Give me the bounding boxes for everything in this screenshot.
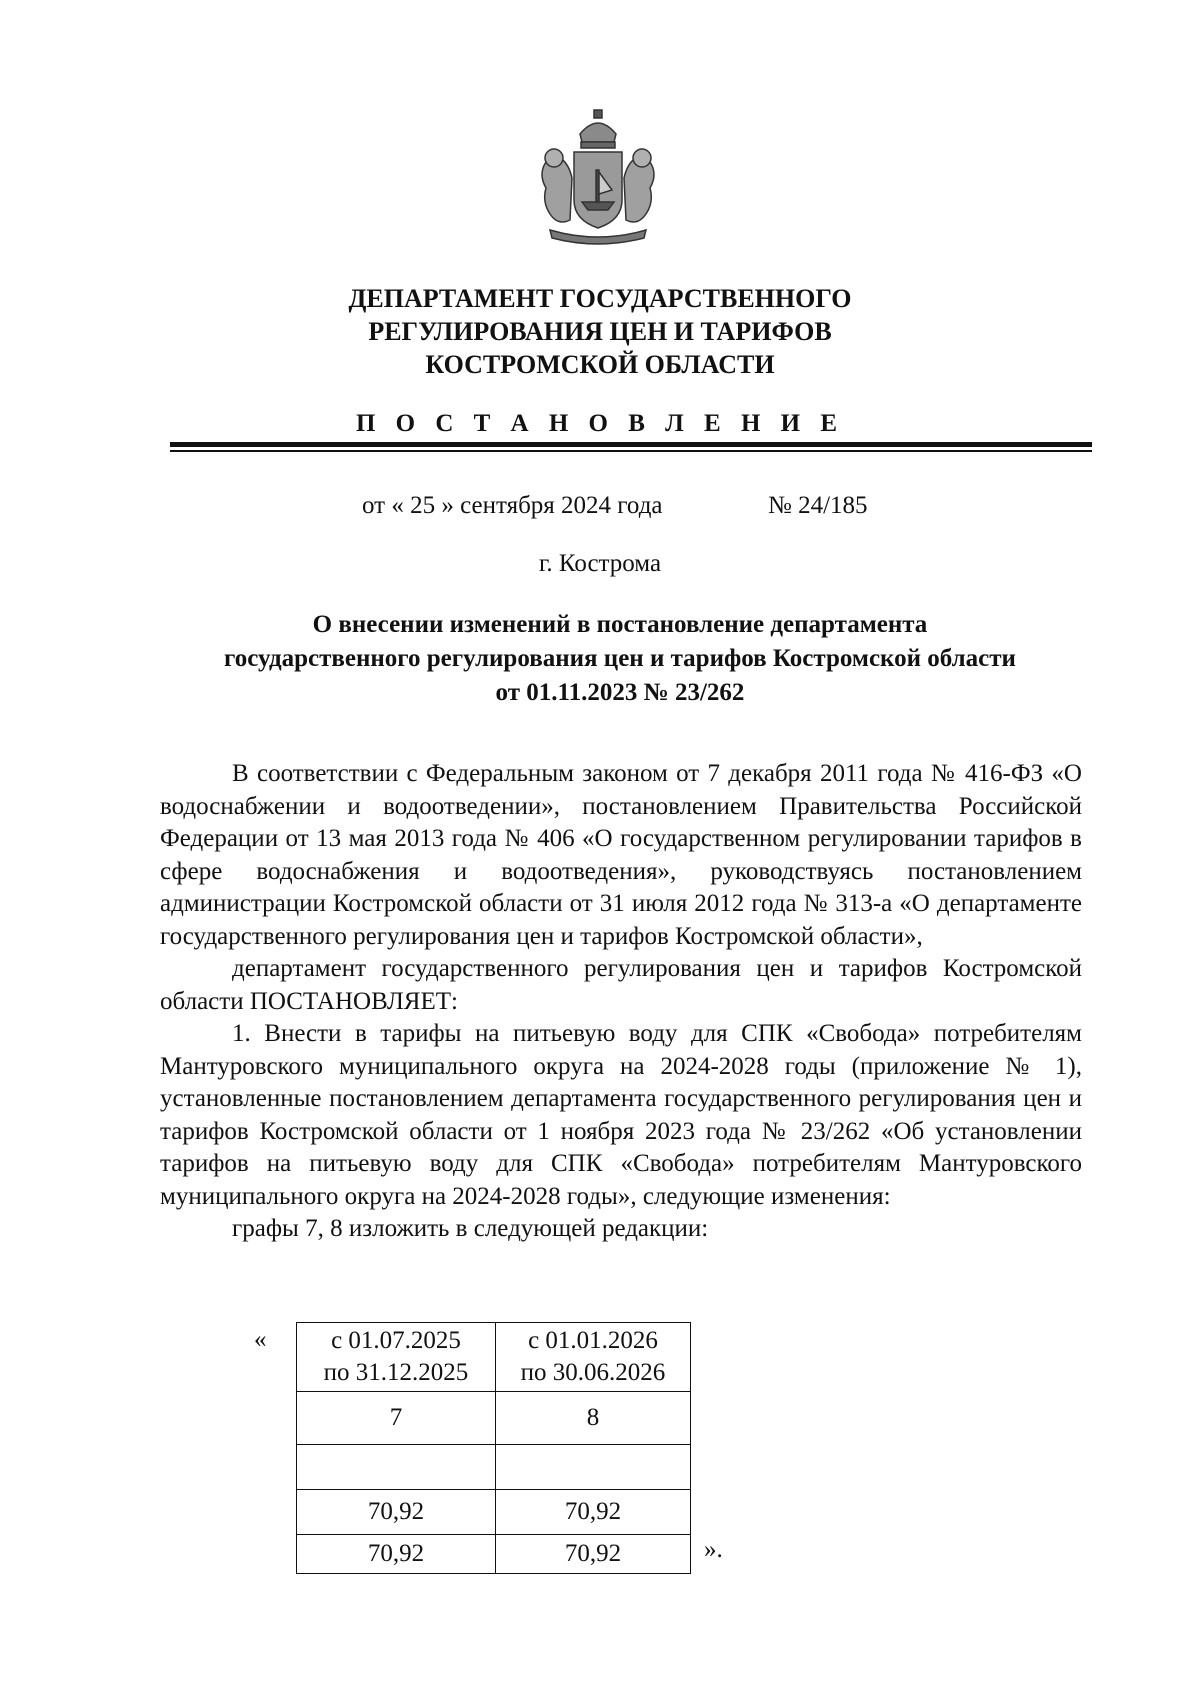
body-paragraph-columns-note: графы 7, 8 изложить в следующей редакции: xyxy=(232,1215,709,1242)
header-divider-thick xyxy=(170,442,1092,447)
col-7-header-line-2: по 31.12.2025 xyxy=(323,1359,469,1386)
table-cell: 70,92 xyxy=(496,1490,691,1535)
title-line-2: государственного регулирования цен и тарифов Костромской области xyxy=(224,645,1016,672)
document-title xyxy=(160,608,1080,710)
title-line-1: О внесении изменений в постановление департамента xyxy=(312,611,928,638)
title-line-3: от 01.11.2023 № 23/262 xyxy=(495,679,745,706)
col-8-header-line-1: с 01.01.2026 xyxy=(528,1327,658,1354)
column-number-8: 8 xyxy=(496,1392,691,1445)
body-paragraph-legal-basis: В соответствии с Федеральным законом от 7 декабря 2011 года № 416-ФЗ «О водоснабжении и водоотведении», постановлением Правительства Российской Федерации от 13 мая 2013 года № 406 «О государственном регулировании тарифов в сфере водоснабжения и водоотведения», руководствуясь постановлением администрации Костромской области от 31 июля 2012 года № 313-а «О департаменте государственного регулирования цен и тарифов Костромской области», xyxy=(160,760,1082,950)
header-divider-thin xyxy=(170,450,1092,452)
kostroma-region-coat-of-arms-icon xyxy=(528,108,668,248)
col-7-header-line-1: с 01.07.2025 xyxy=(331,1327,461,1354)
table-cell xyxy=(496,1445,691,1490)
col-8-header-line-2: по 30.06.2026 xyxy=(520,1359,666,1386)
document-type: П О С Т А Н О В Л Е Н И Е xyxy=(355,410,845,437)
body-paragraph-resolves: департамент государственного регулирования цен и тарифов Костромской области ПОСТАНОВЛЯЕТ: xyxy=(160,955,1082,1015)
table-quote-open: « xyxy=(254,1326,267,1353)
table-header-cell xyxy=(496,1323,691,1392)
tariff-table xyxy=(296,1322,691,1574)
document-body xyxy=(160,758,1082,1246)
department-line-1: ДЕПАРТАМЕНТ ГОСУДАРСТВЕННОГО xyxy=(348,284,852,313)
document-date: от « 25 » сентября 2024 года xyxy=(362,492,663,519)
department-line-3: КОСТРОМСКОЙ ОБЛАСТИ xyxy=(425,350,775,379)
table-cell xyxy=(297,1445,496,1490)
body-paragraph-item-1: 1. Внести в тарифы на питьевую воду для СПК «Свобода» потребителям Мантуровского муниципального округа на 2024-2028 годы (приложение № 1), установленные постановлением департамента государственного регулирования цен и тарифов Костромской области от 1 ноября 2023 года № 23/262 «Об установлении тарифов на питьевую воду для СПК «Свобода» потребителям Мантуровского муниципального округа на 2024-2028 годы», следующие изменения: xyxy=(160,1020,1082,1210)
document-number: № 24/185 xyxy=(768,492,868,519)
department-name xyxy=(160,282,1040,381)
table-cell: 70,92 xyxy=(297,1490,496,1535)
column-number-7: 7 xyxy=(297,1392,496,1445)
table-header-cell xyxy=(297,1323,496,1392)
department-line-2: РЕГУЛИРОВАНИЯ ЦЕН И ТАРИФОВ xyxy=(368,317,832,346)
document-city: г. Кострома xyxy=(538,550,662,577)
table-cell: 70,92 xyxy=(496,1535,691,1574)
table-header-row xyxy=(297,1323,691,1392)
table-row xyxy=(297,1535,691,1574)
table-row xyxy=(297,1490,691,1535)
table-quote-close: ». xyxy=(704,1536,723,1563)
table-column-number-row xyxy=(297,1392,691,1445)
table-cell: 70,92 xyxy=(297,1535,496,1574)
table-row xyxy=(297,1445,691,1490)
